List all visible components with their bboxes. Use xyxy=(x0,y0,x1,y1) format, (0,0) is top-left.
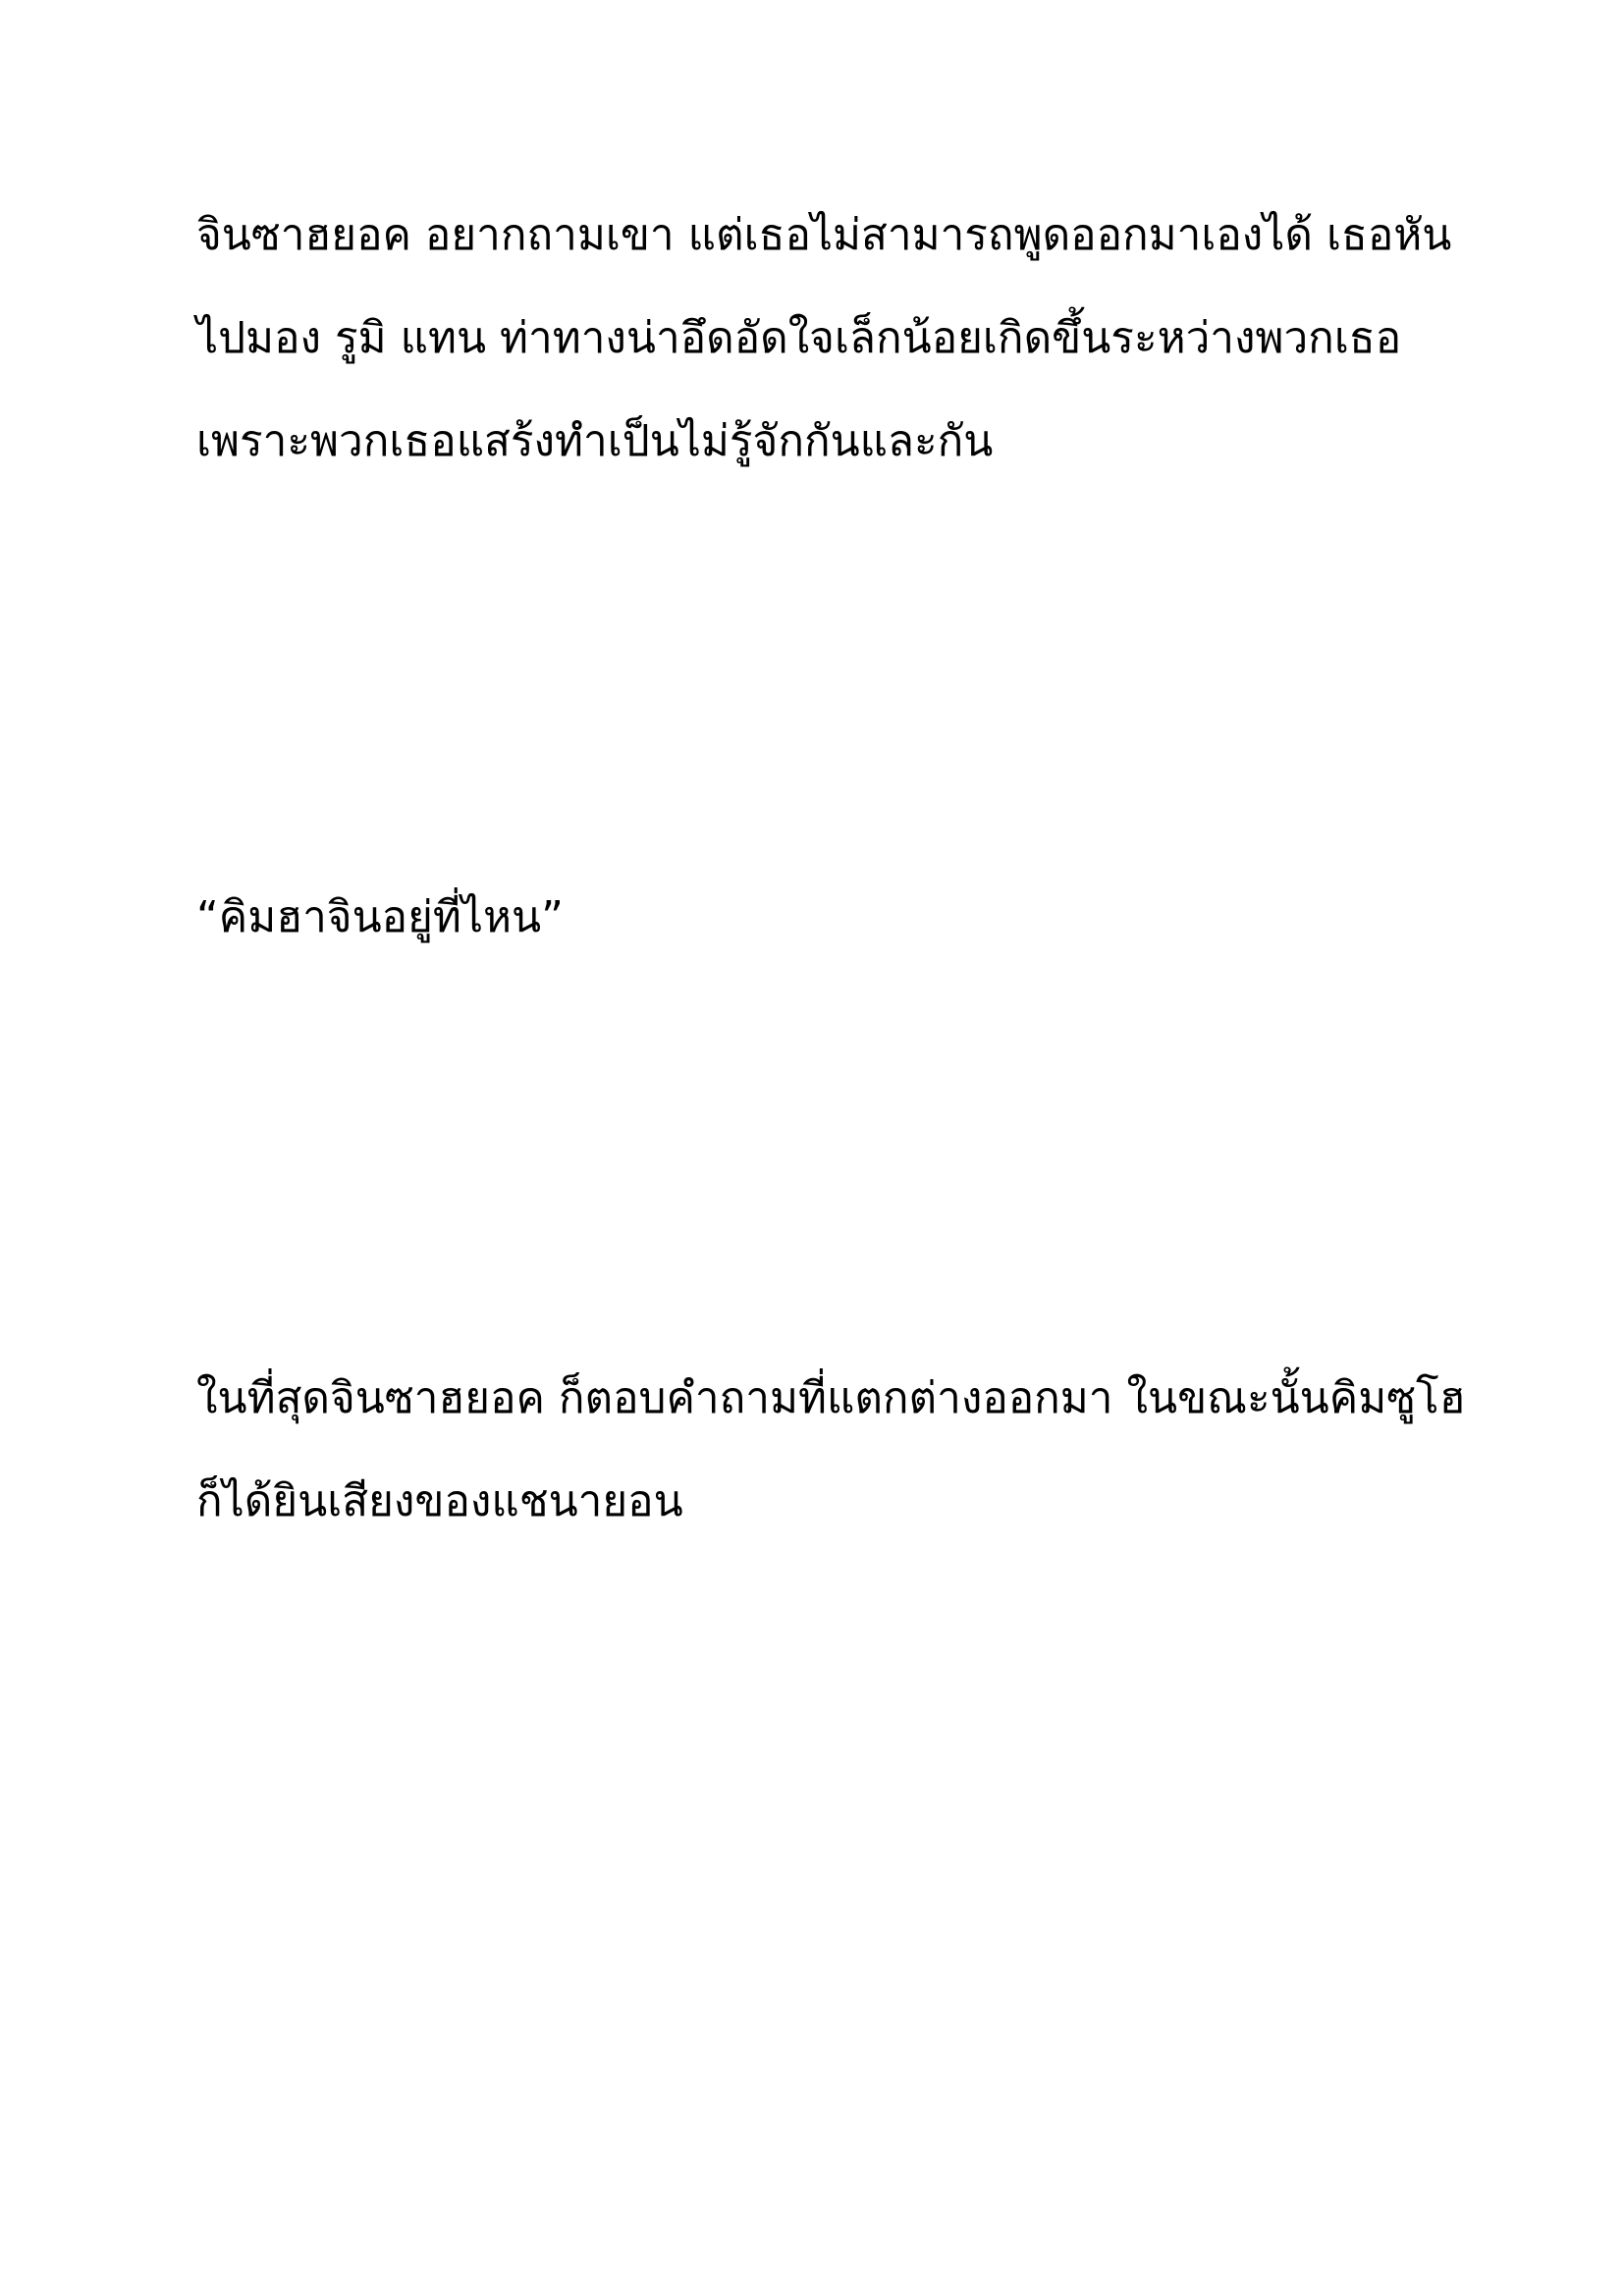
paragraph-1-line-1: จินซาฮยอค อยากถามเขา แต่เธอไม่สามารถพูดออกมาเองได้ เธอหัน xyxy=(196,210,1452,260)
dialogue-line: “คิมฮาจินอยู่ที่ไหน” xyxy=(196,892,564,942)
paragraph-3-line-2: ก็ได้ยินเสียงของแชนายอน xyxy=(196,1476,683,1526)
paragraph-1-line-2: ไปมอง รูมิ แทน ท่าทางน่าอึดอัดใจเล็กน้อยเกิดขึ้นระหว่างพวกเธอ xyxy=(196,313,1402,363)
paragraph-3-line-1: ในที่สุดจินซาฮยอค ก็ตอบคำถามที่แตกต่างออกมา ในขณะนั้นคิมซูโฮ xyxy=(196,1373,1466,1423)
paragraph-1-line-3: เพราะพวกเธอแสร้งทำเป็นไม่รู้จักกันและกัน xyxy=(196,416,994,466)
